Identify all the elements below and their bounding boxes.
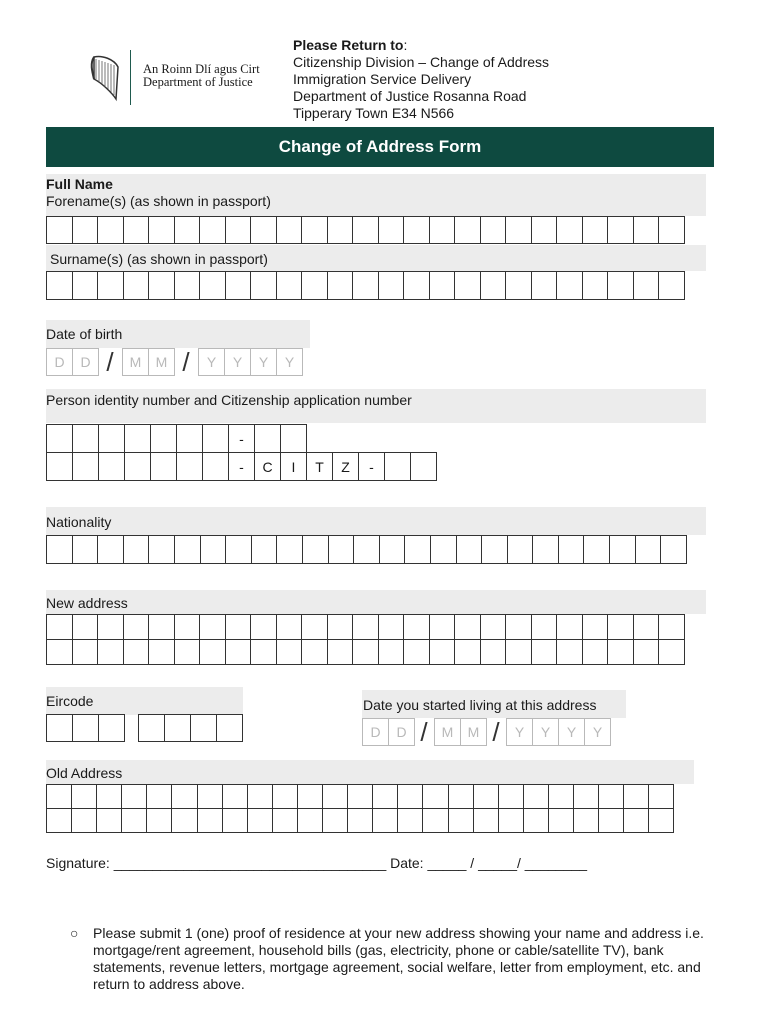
citz-row [46, 452, 436, 481]
date-separator: / [492, 716, 500, 747]
input-box[interactable] [609, 535, 636, 564]
dob-year-3[interactable]: Y [250, 348, 277, 376]
forename-boxes[interactable] [46, 216, 684, 244]
pin-cell[interactable] [176, 424, 203, 453]
input-box[interactable] [225, 639, 252, 665]
input-box[interactable] [403, 614, 430, 640]
input-box[interactable] [480, 216, 507, 244]
input-box[interactable] [456, 535, 483, 564]
input-box[interactable] [250, 216, 277, 244]
surname-boxes[interactable] [46, 271, 684, 300]
citz-cell[interactable] [176, 452, 203, 481]
input-box[interactable] [556, 271, 583, 300]
input-box[interactable] [658, 216, 685, 244]
pin-cell[interactable] [98, 424, 125, 453]
input-box[interactable] [505, 271, 532, 300]
form-title-banner: Change of Address Form [46, 127, 714, 167]
input-box[interactable] [598, 784, 624, 809]
input-box[interactable] [46, 639, 73, 665]
input-box[interactable] [72, 639, 99, 665]
input-box[interactable] [378, 216, 405, 244]
input-box[interactable] [531, 216, 558, 244]
input-box[interactable] [352, 271, 379, 300]
input-box[interactable] [97, 216, 124, 244]
input-box[interactable] [222, 808, 248, 833]
pin-cell[interactable] [254, 424, 281, 453]
input-box[interactable] [379, 535, 406, 564]
input-box[interactable] [372, 808, 398, 833]
input-box[interactable] [523, 784, 549, 809]
input-box[interactable] [633, 216, 660, 244]
dob-month-1[interactable]: M [122, 348, 149, 376]
box-row [46, 614, 684, 640]
input-box[interactable] [72, 535, 99, 564]
input-box[interactable] [481, 535, 508, 564]
return-line: Department of Justice Rosanna Road [293, 88, 527, 104]
citz-char: C [254, 452, 281, 481]
return-line: Immigration Service Delivery [293, 71, 472, 87]
input-box[interactable] [276, 271, 303, 300]
input-box[interactable] [302, 535, 329, 564]
input-box[interactable] [46, 614, 73, 640]
input-box[interactable] [347, 808, 373, 833]
bullet-icon: ○ [70, 925, 79, 941]
input-box[interactable] [556, 639, 583, 665]
harp-logo-icon [88, 53, 122, 103]
input-box[interactable] [556, 216, 583, 244]
input-box[interactable] [531, 639, 558, 665]
input-box[interactable] [573, 784, 599, 809]
start-year-1[interactable]: Y [506, 718, 533, 746]
pin-dash: - [228, 424, 255, 453]
input-box[interactable] [573, 808, 599, 833]
department-logo-text [143, 63, 260, 89]
eircode-cell[interactable] [46, 714, 73, 742]
input-box[interactable] [46, 535, 73, 564]
input-box[interactable] [403, 271, 430, 300]
eircode-routing-boxes[interactable] [46, 714, 124, 742]
input-box[interactable] [72, 216, 99, 244]
eircode-unique-boxes[interactable] [138, 714, 242, 742]
input-box[interactable] [403, 639, 430, 665]
input-box[interactable] [582, 271, 609, 300]
input-box[interactable] [250, 639, 277, 665]
pin-cell[interactable] [72, 424, 99, 453]
proof-of-residence-note: Please submit 1 (one) proof of residence at your new address showing your name and address i.e. mortgage/rent agreement, household bills (gas, electricity, phone or cable/satellite TV), bank statements, revenue letters, mortgage agreement, social welfare, letter from employment, etc. and return to address above. [93, 925, 704, 992]
input-box[interactable] [480, 639, 507, 665]
input-box[interactable] [121, 808, 147, 833]
start-month-1[interactable]: M [434, 718, 461, 746]
input-box[interactable] [174, 614, 201, 640]
input-box[interactable] [404, 535, 431, 564]
input-box[interactable] [72, 614, 99, 640]
input-box[interactable] [658, 639, 685, 665]
input-box[interactable] [327, 216, 354, 244]
input-box[interactable] [171, 784, 197, 809]
start-year-3[interactable]: Y [558, 718, 585, 746]
input-box[interactable] [648, 784, 674, 809]
nationality-section [46, 507, 706, 535]
dob-year-2[interactable]: Y [224, 348, 251, 376]
input-box[interactable] [598, 808, 624, 833]
input-box[interactable] [225, 614, 252, 640]
input-box[interactable] [505, 216, 532, 244]
citz-cell[interactable] [410, 452, 437, 481]
input-box[interactable] [276, 216, 303, 244]
input-box[interactable] [531, 614, 558, 640]
input-box[interactable] [322, 784, 348, 809]
input-box[interactable] [148, 216, 175, 244]
input-box[interactable] [301, 216, 328, 244]
start-year-4[interactable]: Y [584, 718, 611, 746]
input-box[interactable] [558, 535, 585, 564]
input-box[interactable] [582, 639, 609, 665]
input-box[interactable] [607, 216, 634, 244]
input-box[interactable] [523, 808, 549, 833]
input-box[interactable] [378, 271, 405, 300]
input-box[interactable] [327, 271, 354, 300]
pin-cell[interactable] [124, 424, 151, 453]
pin-cell[interactable] [150, 424, 177, 453]
input-box[interactable] [148, 271, 175, 300]
input-box[interactable] [397, 784, 423, 809]
input-box[interactable] [200, 535, 227, 564]
input-box[interactable] [454, 216, 481, 244]
eircode-cell[interactable] [190, 714, 217, 742]
citz-cell[interactable] [124, 452, 151, 481]
input-box[interactable] [225, 216, 252, 244]
input-box[interactable] [448, 784, 474, 809]
input-box[interactable] [429, 639, 456, 665]
input-box[interactable] [633, 639, 660, 665]
input-box[interactable] [498, 808, 524, 833]
input-box[interactable] [250, 614, 277, 640]
input-box[interactable] [448, 808, 474, 833]
input-box[interactable] [532, 535, 559, 564]
eircode-cell[interactable] [98, 714, 125, 742]
input-box[interactable] [174, 271, 201, 300]
citz-cell[interactable] [72, 452, 99, 481]
input-box[interactable] [378, 614, 405, 640]
input-box[interactable] [352, 216, 379, 244]
input-box[interactable] [97, 639, 124, 665]
date-separator: / [106, 346, 114, 377]
return-title: Please Return to [293, 37, 404, 53]
input-box[interactable] [660, 535, 687, 564]
pin-cell[interactable] [202, 424, 229, 453]
input-box[interactable] [225, 535, 252, 564]
dob-day-1[interactable]: D [46, 348, 73, 376]
input-box[interactable] [454, 639, 481, 665]
input-box[interactable] [174, 216, 201, 244]
input-box[interactable] [327, 614, 354, 640]
input-box[interactable] [123, 535, 150, 564]
eircode-cell[interactable] [72, 714, 99, 742]
citz-char: I [280, 452, 307, 481]
input-box[interactable] [97, 271, 124, 300]
dob-boxes[interactable] [46, 348, 302, 376]
input-box[interactable] [454, 614, 481, 640]
input-box[interactable] [548, 808, 574, 833]
input-box[interactable] [607, 614, 634, 640]
input-box[interactable] [583, 535, 610, 564]
pin-cell[interactable] [46, 424, 73, 453]
input-box[interactable] [247, 808, 273, 833]
citz-char: Z [332, 452, 359, 481]
input-box[interactable] [123, 271, 150, 300]
input-box[interactable] [297, 784, 323, 809]
input-box[interactable] [72, 271, 99, 300]
input-box[interactable] [633, 271, 660, 300]
new-address-boxes[interactable] [46, 614, 684, 664]
input-box[interactable] [222, 784, 248, 809]
input-box[interactable] [328, 535, 355, 564]
citz-char: - [358, 452, 385, 481]
input-box[interactable] [199, 639, 226, 665]
dob-month-2[interactable]: M [148, 348, 175, 376]
old-address-boxes[interactable] [46, 784, 673, 832]
input-box[interactable] [633, 614, 660, 640]
full-name-label: Full Name [46, 176, 113, 192]
start-month-2[interactable]: M [460, 718, 487, 746]
input-box[interactable] [174, 535, 201, 564]
forename-label: Forename(s) (as shown in passport) [46, 193, 271, 209]
input-box[interactable] [46, 271, 73, 300]
input-box[interactable] [473, 808, 499, 833]
input-box[interactable] [498, 784, 524, 809]
old-address-label: Old Address [46, 765, 123, 781]
input-box[interactable] [378, 639, 405, 665]
input-box[interactable] [146, 784, 172, 809]
citz-cell[interactable] [384, 452, 411, 481]
input-box[interactable] [96, 784, 122, 809]
input-box[interactable] [250, 271, 277, 300]
input-box[interactable] [123, 639, 150, 665]
input-box[interactable] [197, 808, 223, 833]
logo-english-text: Department of Justice [143, 75, 253, 89]
input-box[interactable] [582, 614, 609, 640]
input-box[interactable] [352, 614, 379, 640]
input-box[interactable] [251, 535, 278, 564]
input-box[interactable] [123, 216, 150, 244]
input-box[interactable] [607, 271, 634, 300]
nationality-boxes[interactable] [46, 535, 686, 564]
input-box[interactable] [635, 535, 662, 564]
dob-year-4[interactable]: Y [276, 348, 303, 376]
new-address-section [46, 590, 706, 614]
input-box[interactable] [301, 614, 328, 640]
input-box[interactable] [97, 535, 124, 564]
input-box[interactable] [505, 639, 532, 665]
input-box[interactable] [352, 639, 379, 665]
citz-cell[interactable] [150, 452, 177, 481]
input-box[interactable] [322, 808, 348, 833]
input-box[interactable] [397, 808, 423, 833]
old-address-section [46, 760, 694, 784]
input-box[interactable] [148, 614, 175, 640]
input-box[interactable] [197, 784, 223, 809]
input-box[interactable] [71, 784, 97, 809]
input-box[interactable] [148, 535, 175, 564]
input-box[interactable] [582, 216, 609, 244]
input-box[interactable] [96, 808, 122, 833]
input-box[interactable] [648, 808, 674, 833]
eircode-cell[interactable] [216, 714, 243, 742]
input-box[interactable] [347, 784, 373, 809]
input-box[interactable] [146, 808, 172, 833]
input-box[interactable] [430, 535, 457, 564]
logo-irish-text: An Roinn Dlí agus Cirt [143, 62, 260, 76]
return-line: Tipperary Town E34 N566 [293, 105, 455, 121]
pin-row [46, 424, 436, 453]
input-box[interactable] [276, 535, 303, 564]
input-box[interactable] [225, 271, 252, 300]
start-day-1[interactable]: D [362, 718, 389, 746]
citz-cell[interactable] [202, 452, 229, 481]
date-started-boxes[interactable] [362, 718, 610, 746]
input-box[interactable] [422, 808, 448, 833]
input-box[interactable] [429, 271, 456, 300]
pin-cell[interactable] [280, 424, 307, 453]
date-separator: / [182, 346, 190, 377]
start-day-2[interactable]: D [388, 718, 415, 746]
dob-label: Date of birth [46, 326, 123, 342]
new-address-label: New address [46, 595, 128, 611]
nationality-label: Nationality [46, 514, 112, 530]
citz-cell[interactable] [46, 452, 73, 481]
input-box[interactable] [148, 639, 175, 665]
input-box[interactable] [507, 535, 534, 564]
input-box[interactable] [556, 614, 583, 640]
input-box[interactable] [473, 784, 499, 809]
return-line: Citizenship Division – Change of Address [293, 54, 550, 70]
input-box[interactable] [429, 614, 456, 640]
logo-divider [130, 50, 131, 105]
input-box[interactable] [276, 614, 303, 640]
input-box[interactable] [454, 271, 481, 300]
input-box[interactable] [46, 808, 72, 833]
input-box[interactable] [97, 614, 124, 640]
input-box[interactable] [199, 271, 226, 300]
input-box[interactable] [548, 784, 574, 809]
pin-boxes[interactable] [46, 424, 436, 480]
citz-char: T [306, 452, 333, 481]
input-box[interactable] [372, 784, 398, 809]
start-year-2[interactable]: Y [532, 718, 559, 746]
dob-year-1[interactable]: Y [198, 348, 225, 376]
date-separator: / [420, 716, 428, 747]
input-box[interactable] [199, 216, 226, 244]
eircode-cell[interactable] [164, 714, 191, 742]
input-box[interactable] [623, 784, 649, 809]
input-box[interactable] [46, 784, 72, 809]
citz-char: - [228, 452, 255, 481]
input-box[interactable] [71, 808, 97, 833]
signature-date-line[interactable]: Signature: ___________________________________ Date: _____ / _____/ ________ [46, 855, 588, 871]
input-box[interactable] [272, 808, 298, 833]
citz-cell[interactable] [98, 452, 125, 481]
input-box[interactable] [301, 639, 328, 665]
input-box[interactable] [297, 808, 323, 833]
input-box[interactable] [429, 216, 456, 244]
input-box[interactable] [301, 271, 328, 300]
eircode-cell[interactable] [138, 714, 165, 742]
box-row [46, 639, 684, 665]
eircode-label: Eircode [46, 693, 94, 709]
input-box[interactable] [123, 614, 150, 640]
pin-label: Person identity number and Citizenship application number [46, 392, 412, 408]
input-box[interactable] [247, 784, 273, 809]
input-box[interactable] [174, 639, 201, 665]
box-row [46, 784, 673, 809]
input-box[interactable] [121, 784, 147, 809]
input-box[interactable] [171, 808, 197, 833]
input-box[interactable] [199, 614, 226, 640]
input-box[interactable] [353, 535, 380, 564]
input-box[interactable] [505, 614, 532, 640]
input-box[interactable] [422, 784, 448, 809]
input-box[interactable] [272, 784, 298, 809]
input-box[interactable] [607, 639, 634, 665]
input-box[interactable] [480, 271, 507, 300]
input-box[interactable] [480, 614, 507, 640]
date-started-label: Date you started living at this address [363, 697, 597, 713]
input-box[interactable] [403, 216, 430, 244]
input-box[interactable] [658, 614, 685, 640]
input-box[interactable] [658, 271, 685, 300]
input-box[interactable] [46, 216, 73, 244]
box-row [46, 808, 673, 833]
dob-day-2[interactable]: D [72, 348, 99, 376]
input-box[interactable] [531, 271, 558, 300]
input-box[interactable] [327, 639, 354, 665]
surname-label: Surname(s) (as shown in passport) [50, 251, 268, 267]
input-box[interactable] [276, 639, 303, 665]
input-box[interactable] [623, 808, 649, 833]
return-address: Please Return to: Citizenship Division – Change of Address Immigration Service Delivery Department of Justice Rosanna Road Tipperary Town E34 N566 [293, 37, 550, 121]
